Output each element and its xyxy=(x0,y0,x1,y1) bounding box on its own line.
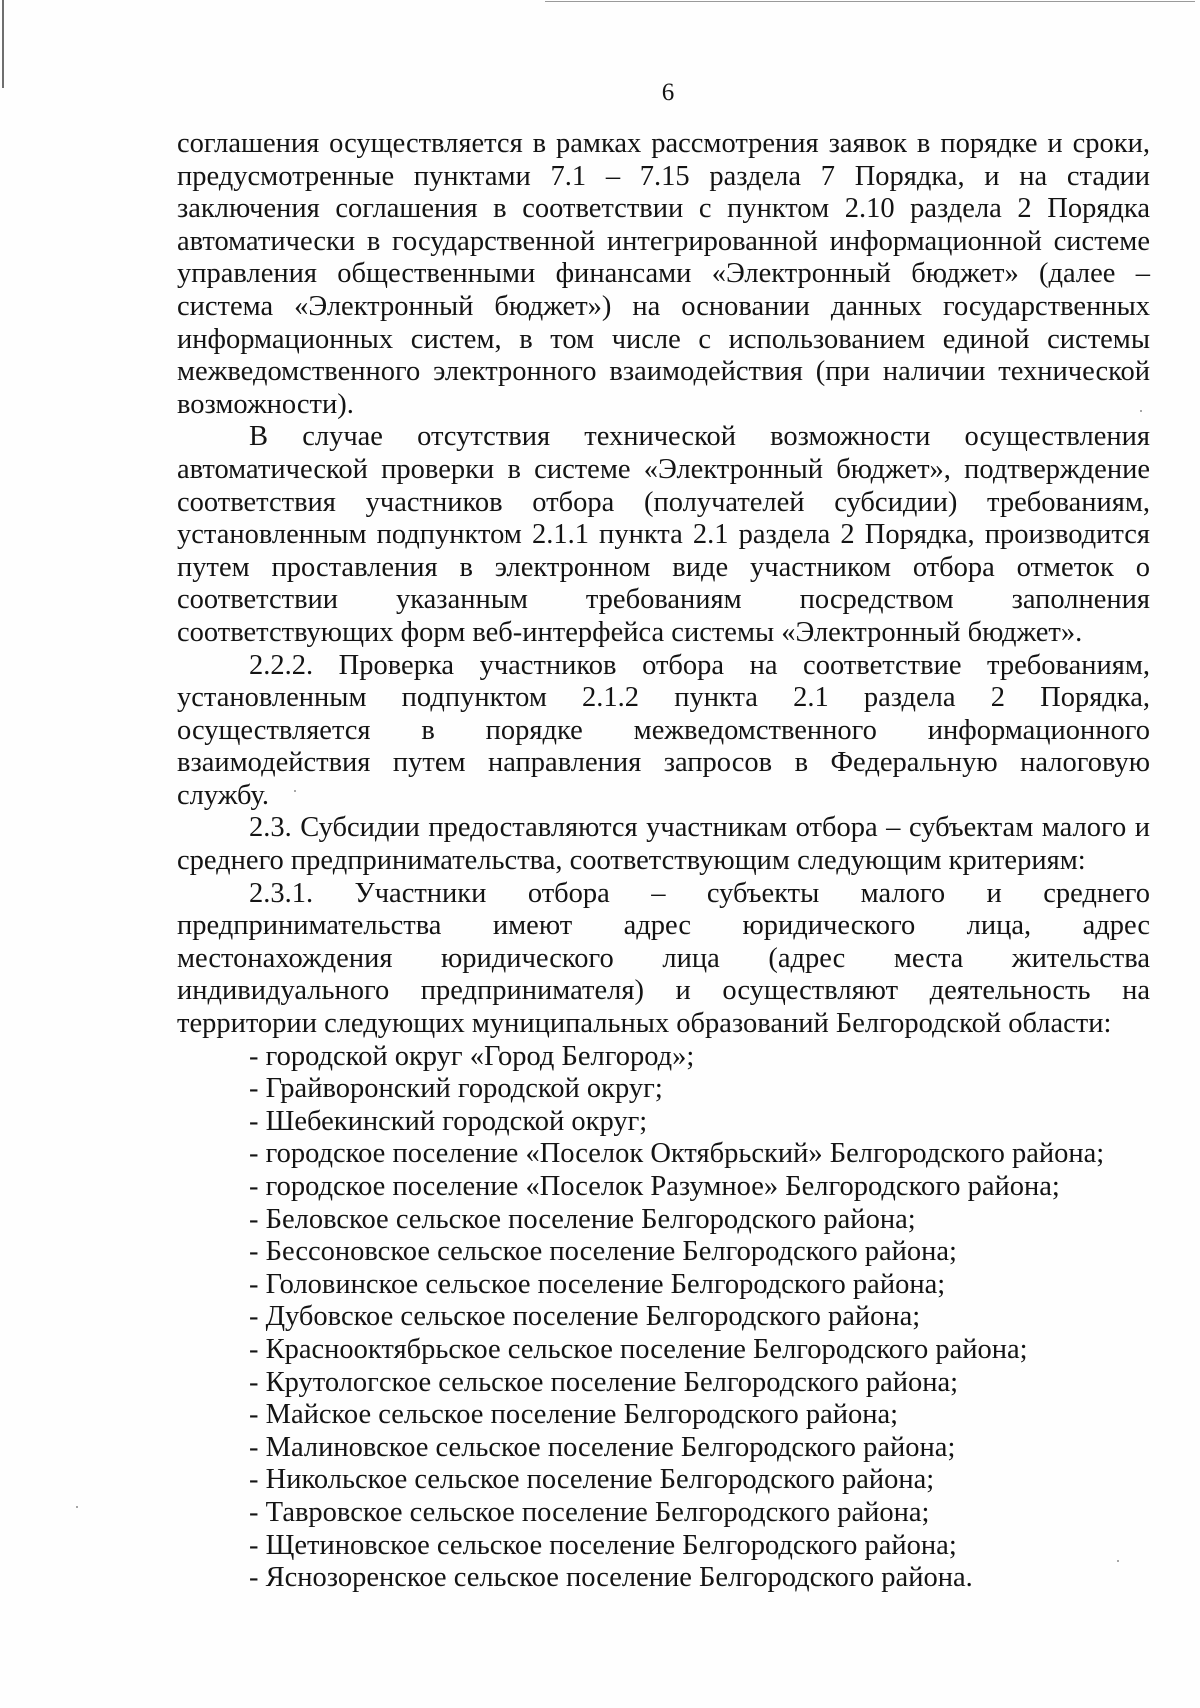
list-item: - Краснооктябрьское сельское поселение Белгородского района; xyxy=(249,1333,1028,1365)
list-item: - городской округ «Город Белгород»; xyxy=(249,1040,695,1072)
page-number: 6 xyxy=(661,79,675,106)
list-item: - Головинское сельское поселение Белгородского района; xyxy=(249,1268,946,1300)
list-item: - Дубовское сельское поселение Белгородского района; xyxy=(249,1301,921,1333)
list-item: - городское поселение «Поселок Разумное» Белгородского района; xyxy=(249,1171,1060,1202)
list-item: - городское поселение «Поселок Октябрьский» Белгородского района; xyxy=(249,1138,1105,1170)
scan-speck xyxy=(76,1506,78,1508)
list-item: - Никольское сельское поселение Белгородского района; xyxy=(249,1464,935,1496)
list-item: - Бессоновское сельское поселение Белгородского района; xyxy=(249,1236,957,1268)
list-item: - Щетиновское сельское поселение Белгородского района; xyxy=(249,1529,957,1561)
paragraph-2-3-1: 2.3.1. Участники отбора – субъекты малого и среднего предпринимательства имеют адрес юридического лица, адрес местонахождения юридического лица (адрес места жительства индивидуального предпринимателя) и осуществляют деятельность на территории следующих муниципальных образований Белгородской области: xyxy=(177,877,1150,1040)
list-item: - Малиновское сельское поселение Белгородского района; xyxy=(249,1431,956,1463)
municipalities-list xyxy=(177,1041,1150,1595)
paragraph-verification-continuation: соглашения осуществляется в рамках рассмотрения заявок в порядке и сроки, предусмотренные пунктами 7.1 – 7.15 раздела 7 Порядка, и на стадии заключения соглашения в соответствии с пунктом 2.10 раздела 2 Порядка автоматически в государственной интегрированной информационной системе управления общественными финансами «Электронный бюджет» (далее – система «Электронный бюджет») на основании данных государственных информационных систем, в том числе с использованием единой системы межведомственного электронного взаимодействия (при наличии технической возможности). xyxy=(177,128,1150,420)
scan-edge-top xyxy=(545,1,1195,2)
list-item: - Тавровское сельское поселение Белгородского района; xyxy=(249,1496,930,1528)
paragraph-2-2-2: 2.2.2. Проверка участников отбора на соответствие требованиям, установленным подпунктом 2.1.2 пункта 2.1 раздела 2 Порядка, осуществляется в порядке межведомственного информационного взаимодействия путем направления запросов в Федеральную налоговую службу. xyxy=(177,649,1150,811)
list-item: - Шебекинский городской округ; xyxy=(249,1105,648,1137)
list-item: - Беловское сельское поселение Белгородского района; xyxy=(249,1203,916,1235)
list-item: - Майское сельское поселение Белгородского района; xyxy=(249,1399,899,1431)
document-body xyxy=(177,128,1150,1595)
list-item: - Крутологское сельское поселение Белгородского района; xyxy=(249,1366,959,1398)
paragraph-2-3: 2.3. Субсидии предоставляются участникам отбора – субъектам малого и среднего предпринимательства, соответствующим следующим критериям: xyxy=(177,812,1150,877)
scan-edge-left xyxy=(2,0,4,88)
list-item: - Грайворонский городской округ; xyxy=(249,1073,663,1105)
paragraph-no-technical-possibility: В случае отсутствия технической возможности осуществления автоматической проверки в системе «Электронный бюджет», подтверждение соответствия участников отбора (получателей субсидии) требованиям, установленным подпунктом 2.1.1 пункта 2.1 раздела 2 Порядка, производится путем проставления в электронном виде участником отбора отметок о соответствии указанным требованиям посредством заполнения соответствующих форм веб-интерфейса системы «Электронный бюджет». xyxy=(177,421,1150,648)
list-item: - Яснозоренское сельское поселение Белгородского района. xyxy=(249,1562,973,1594)
